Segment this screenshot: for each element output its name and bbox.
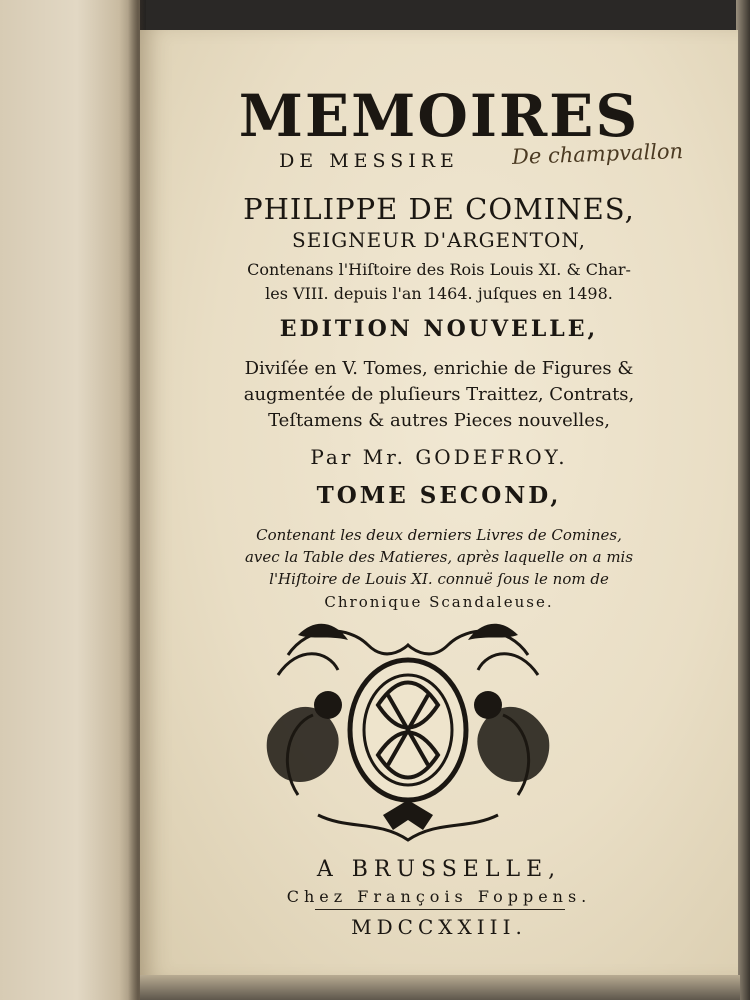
author-name: PHILIPPE DE COMINES,	[243, 192, 635, 226]
edition-statement: EDITION NOUVELLE,	[279, 316, 599, 342]
contents-line-1: Contenans l'Hiſtoire des Rois Louis XI. & Char-	[247, 260, 631, 279]
volume-contents-line-3: l'Hiſtoire de Louis XI. connuë ſous le nom de	[269, 570, 609, 588]
imprint-city: A BRUSSELLE,	[316, 857, 562, 882]
author-title: SEIGNEUR D'ARGENTON,	[292, 228, 586, 252]
editor-credit: Par Mr. GODEFROY.	[310, 445, 568, 469]
imprint-year: MDCCXXIII.	[351, 915, 527, 939]
imprint-printer: Chez François Foppens.	[286, 887, 592, 906]
page-edges	[736, 0, 750, 1000]
book-title: MEMOIRES	[238, 82, 640, 150]
description-line-2: augmentée de pluſieurs Traittez, Contrats,	[243, 384, 635, 405]
title-page	[140, 30, 738, 978]
handwritten-inscription: De champvallon	[511, 139, 684, 169]
title-subtitle: DE MESSIRE	[279, 150, 459, 172]
volume-contents-line-1: Contenant les deux derniers Livres de Comines,	[256, 526, 622, 544]
volume-label: TOME SECOND,	[316, 482, 562, 509]
description-line-1: Diviſée en V. Tomes, enrichie de Figures &	[244, 358, 634, 379]
volume-contents-line-4: Chronique Scandaleuse.	[324, 593, 554, 611]
volume-contents-line-2: avec la Table des Matieres, après laquelle on a mis	[244, 548, 634, 566]
page-bottom-edge	[140, 975, 740, 1000]
printers-ornament-vignette	[258, 615, 558, 845]
contents-line-2: les VIII. depuis l'an 1464. juſques en 1498.	[265, 284, 613, 303]
imprint-rule	[315, 909, 565, 910]
description-line-3: Teſtamens & autres Pieces nouvelles,	[268, 410, 610, 431]
